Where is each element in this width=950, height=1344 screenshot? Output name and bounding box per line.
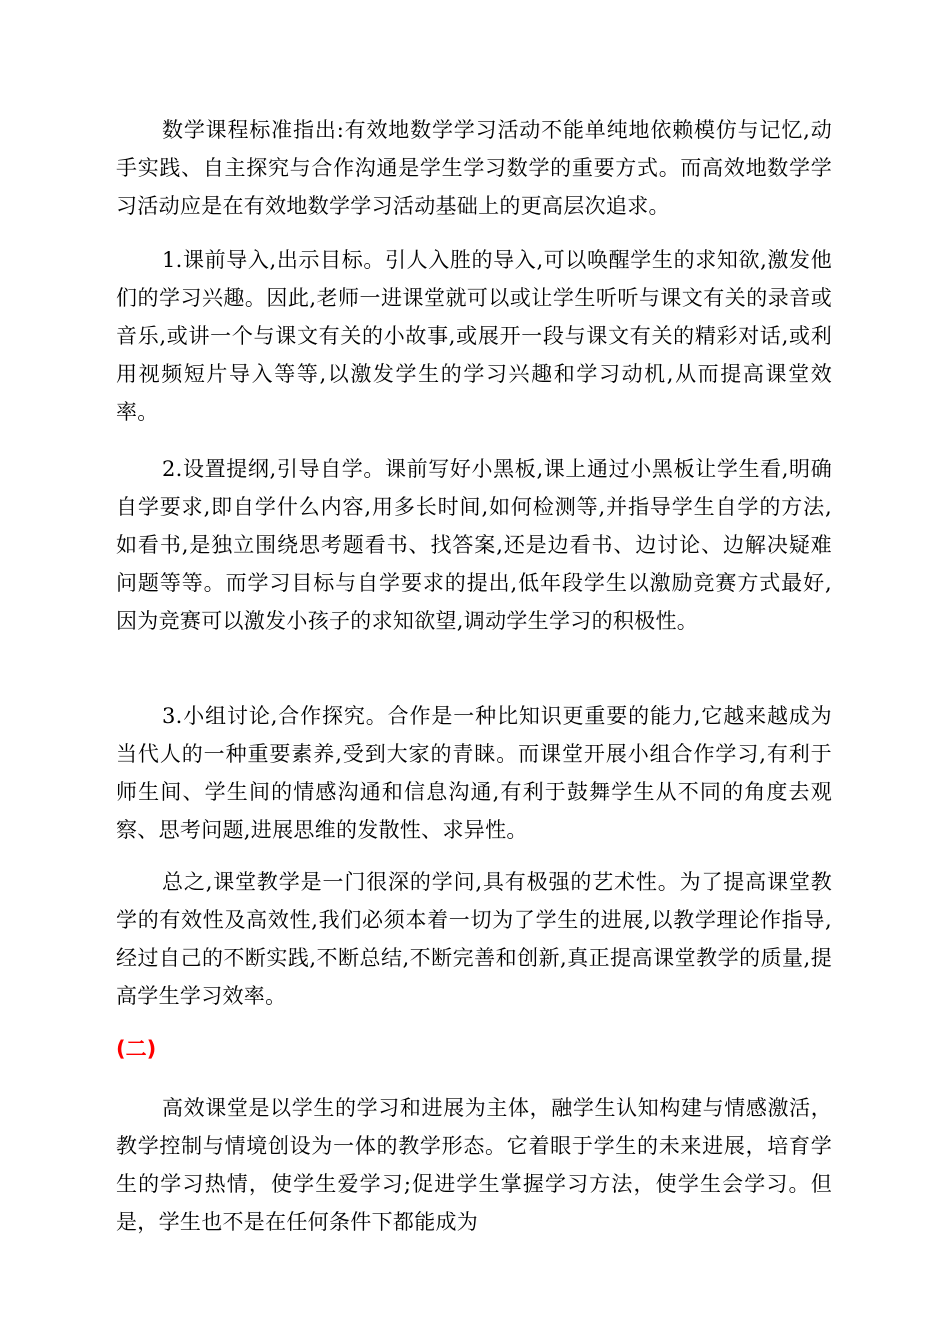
paragraph-point-3: 3.小组讨论,合作探究。合作是一种比知识更重要的能力,它越来越成为当代人的一种重要素养,受到大家的青睐。而课堂开展小组合作学习,有利于师生间、学生间的情感沟通和信息沟通,有利于鼓舞学生从不同的角度去观察、思考问题,进展思维的发散性、求异性。 xyxy=(116,704,832,842)
paragraph-summary: 总之,课堂教学是一门很深的学问,具有极强的艺术性。为了提高课堂教学的有效性及高效性,我们必须本着一切为了学生的进展,以教学理论作指导,经过自己的不断实践,不断总结,不断完善和创新,真正提高课堂教学的质量,提高学生学习效率。 xyxy=(116,870,832,1008)
paragraph-point-2: 2.设置提纲,引导自学。课前写好小黑板,课上通过小黑板让学生看,明确自学要求,即自学什么内容,用多长时间,如何检测等,并指导学生自学的方法,如看书,是独立围绕思考题看书、找答案,还是边看书、边讨论、边解决疑难问题等等。而学习目标与自学要求的提出,低年段学生以激励竞赛方式最好,因为竞赛可以激发小孩子的求知欲望,调动学生学习的积极性。 xyxy=(116,457,832,633)
paragraph-intro: 数学课程标准指出:有效地数学学习活动不能单纯地依赖模仿与记忆,动手实践、自主探究与合作沟通是学生学习数学的重要方式。而高效地数学学习活动应是在有效地数学学习活动基础上的更高层次追求。 xyxy=(116,118,832,218)
section-heading: (二) xyxy=(116,1037,157,1061)
paragraph-section-two: 高效课堂是以学生的学习和进展为主体，融学生认知构建与情感激活，教学控制与情境创设为一体的教学形态。它着眼于学生的未来进展，培育学生的学习热情，使学生爱学习;促进学生掌握学习方法，使学生会学习。但是，学生也不是在任何条件下都能成为 xyxy=(116,1096,832,1234)
paragraph-point-1: 1.课前导入,出示目标。引人入胜的导入,可以唤醒学生的求知欲,激发他们的学习兴趣。因此,老师一进课堂就可以或让学生听听与课文有关的录音或音乐,或讲一个与课文有关的小故事,或展开一段与课文有关的精彩对话,或利用视频短片导入等等,以激发学生的学习兴趣和学习动机,从而提高课堂效率。 xyxy=(116,248,832,424)
